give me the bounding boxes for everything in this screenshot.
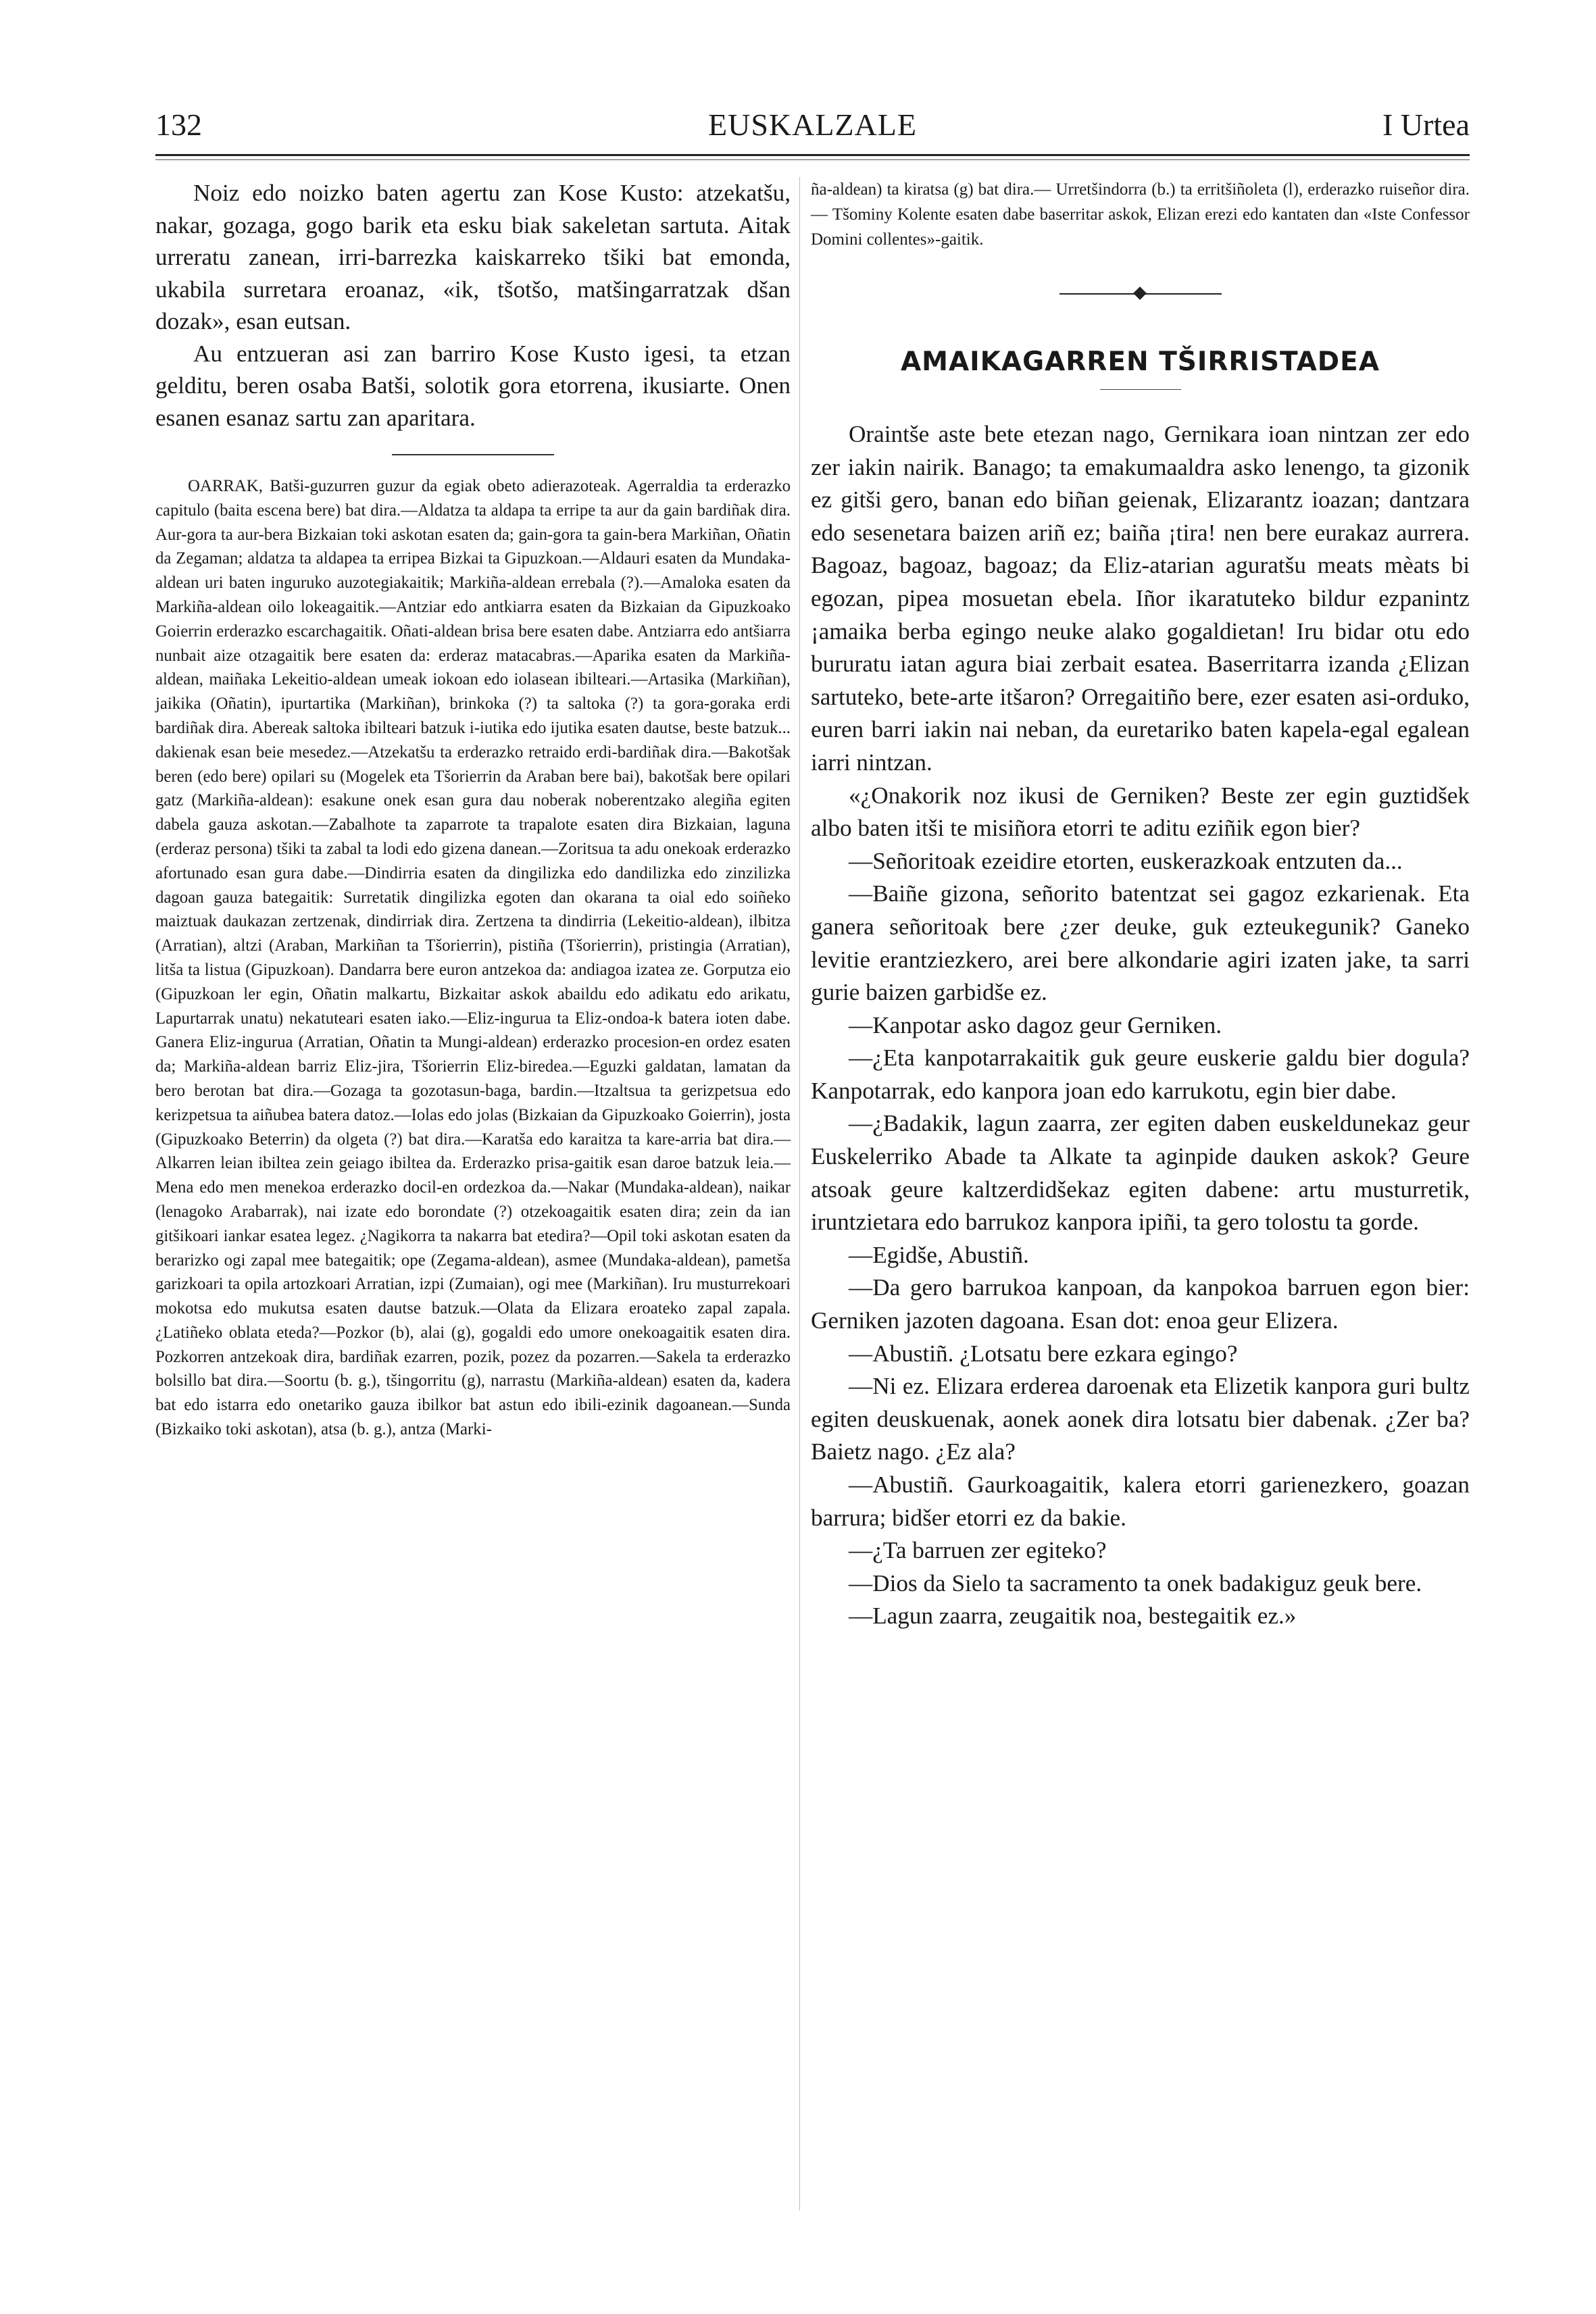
paragraph: Oraintše aste bete etezan nago, Gernikara ioan nintzan zer edo zer iakin nairik. Banago; ta emakumaaldra asko lenengo, ta gizonik ez gitši gero, banan edo biñan geienak, Elizarantz ioazan; dantzara edo sesenetara baizen ariñ ez; baiña ¡tira! nen bere eurakaz aurrera. Bagoaz, bagoaz, bagoaz; da Eliz-atarian aguratšu meats mèats bi egozan, pipea mosuetan ebela. Iñor ikaratuteko bildur ezpanintz ¡amaika berba egingo neuke alako gogaldietan! Iru bidar otu edo bururatu iatan agura biai zerbait esatea. Baserritarra izanda ¿Elizan sartuteko, bete-arte itšaron? Orregaitiño bere, ezer esaten asi-orduko, euren barri iakin nai neban, da euretariko baten kapela-egal egalean iarri nintzan. xyxy=(811,421,1470,776)
paragraph: Au entzueran asi zan barriro Kose Kusto igesi, ta etzan gelditu, beren osaba Batši, solotik gora etorrena, ikusiarte. Onen esanen esanaz sartu zan aparitara. xyxy=(155,340,791,431)
volume-label: I Urtea xyxy=(1382,107,1470,142)
diamond-ornament-icon xyxy=(1133,286,1147,300)
paragraph: —¿Eta kanpotarrakaitik guk geure euskerie galdu bier dogula? Kanpotarrak, edo kanpora joan edo karrukotu, egin bier dabe. xyxy=(811,1045,1470,1104)
right-body-text xyxy=(811,418,1470,1633)
paragraph: —Baiñe gizona, señorito batentzat sei gagoz ezkarienak. Eta ganera señoritoak bere ¿zer deuke, guk ezteukegunik? Ganeko levitie erantziezkero, arei bere alkondarie agiri izaten jake, ta sarri gurie baizen garbidše ez. xyxy=(811,880,1470,1006)
paragraph: —Egidše, Abustiñ. xyxy=(849,1241,1029,1268)
footnote-continuation xyxy=(811,177,1470,252)
running-header xyxy=(155,101,1470,155)
journal-title: EUSKALZALE xyxy=(708,107,917,142)
paragraph: —¿Ta barruen zer egiteko? xyxy=(849,1537,1107,1564)
footnote-paragraph: OARRAK, Batši-guzurren guzur da egiak obeto adierazoteak. Agerraldia ta erderazko capitulo (baita escena bere) bat dira.—Aldatza ta aldapa ta erripe ta aur da gain bardiñak dira. Aur-gora ta aur-bera Bizkaian toki askotan esaten da; gain-gora ta gain-bera Markiñan, Oñatin da Zegaman; aldatza ta aldapea ta erripea Bizkai ta Gipuzkoan.—Aldauri esaten da Mundaka-aldean uri baten inguruko auzotegiakaitik; Markiña-aldean errebala (?).—Amaloka esaten da Markiña-aldean oilo lokeagaitik.—Antziar edo antkiarra esaten da Bizkaian da Gipuzkoako Goierrin erderazko escarchagaitik. Oñati-aldean brisa bere esaten dabe. Antziarra edo antšiarra nunbait aize otzagaitik bere esaten da: erderaz matacabras.—Aparika esaten da Markiña-aldean, maiñaka Lekeitio-aldean umeak iokoan edo iolasean ibilteari.—Artasika (Markiñan), jaikika (Oñatin), ipurtartika (Markiñan), brinkoka (?) ta saltoka (?) ta gora-goraka erdi bardiñak dira. Abereak saltoka ibilteari batzuk i-iutika edo ijutika esaten dautse, beste batzuk... dakienak esan beie mesedez.—Atzekatšu ta erderazko retraido erdi-bardiñak dira.—Bakotšak beren (edo bere) opilari su (Mogelek eta Tšorierrin da Araban bere bai), bakotšak bere opilari gatz (Markiña-aldean): esakune onek esan gura dau noberak noberentzako alegiña egiten dabela gauza askotan.—Zabalhote ta zaparrote ta trapalote esaten dira Bizkaian, laguna (erderaz persona) tšiki ta zabal ta lodi edo gizena danean.—Zoritsua ta adu onekoak erderazko afortunado esan gura dabe.—Dindirria esaten da dingilizka edo dandilizka edo zinzilizka dagoan gauza bategaitik: Surretatik dingilizka egoten dan okarana ta oial edo soiñeko maiztuak daukazan zertzenak, dindirriak dira. Zertzena ta dindirria (Lekeitio-aldean), ilbitza (Arratian), altzi (Araban, Markiñan ta Tšorierrin), pistiña (Tšorierrin), pristingia (Arratian), litša ta listua (Gipuzkoan). Dandarra bere euron antzekoa da: andiagoa izatea ze. Gorputza eio (Gipuzkoan ler egin, Oñatin malkartu, Bizkaitar askok abaildu edo adikatu edo arikatu, Lapurtarrak unatu) nekatuteari esaten iako.—Eliz-ingurua ta Eliz-ondoa-k batera ioten dabe. Ganera Eliz-ingurua (Arratian, Oñatin ta Mungi-aldean) erderazko procesion-en ordez esaten da; Markiña-aldean barriz Eliz-jira, Tšorierrin Eliz-biredea.—Eguzki galdatan, lamatan da bero berotan bat dira.—Gozaga ta gozotasun-baga, bardin.—Itzaltsua ta gerizpetsua edo kerizpetsua ta aiñubea batera datoz.—Iolas edo jolas (Bizkaian da Gipuzkoako Goierrin), josta (Gipuzkoako Beterrin) da olgeta (?) bat dira.—Karatša edo karaitza ta kare-arria bat dira.—Alkarren leian ibiltea zein geiago ibiltea da. Erderazko prisa-gaitik esan daroe batzuk leia.—Mena edo men menekoa erderazko docil-en ordezkoa da.—Nakar (Mundaka-aldean), naikar (lenagoko Arabarrak), nai izate edo borondate (?) otzekoagaitik esaten dira; zein da ian gitšikoari iankar esatea legez. ¿Nagikorra ta nakarra bat etedira?—Opil toki askotan esaten da berarizko ogi zapal mee bategaitik; ope (Zegama-aldean), asmee (Mundaka-aldean), pametša garizkoari ta opila artozkoari Arratian, izpi (Zumaian), ogi mee (Markiñan). Iru musturrekoari mokotsa edo mukutsa esaten dautse batzuk.—Olata da Elizara eroateko zapal zapala. ¿Latiñeko oblata eteda?—Pozkor (b), alai (g), gogaldi edo umore onekoagaitik esaten dira. Pozkorren antzekoak dira, bardiñak ezarren, pozik, pozez da pozarren.—Sakela ta erderazko bolsillo bat dira.—Soortu (b. g.), tšingorritu (g), narrastu (Markiña-aldean) esaten da, kadera bat edo istarra edo onetariko gauza ibilkor bat astun edo ibili-ezinik dagoanean.—Sunda (Bizkaiko toki askotan), atsa (b. g.), antza (Marki- xyxy=(155,477,791,1439)
paragraph: —Señoritoak ezeidire etorten, euskerazkoak entzuten da... xyxy=(849,847,1403,874)
paragraph: —Lagun zaarra, zeugaitik noa, bestegaitik ez.» xyxy=(849,1603,1297,1630)
paragraph: —Dios da Sielo ta sacramento ta onek badakiguz geuk bere. xyxy=(849,1569,1422,1596)
paragraph: —Abustiñ. ¿Lotsatu bere ezkara egingo? xyxy=(849,1340,1238,1367)
footnote-paragraph: ña-aldean) ta kiratsa (g) bat dira.— Urretšindorra (b.) ta erritšiñoleta (l), erderazko ruiseñor dira.— Tšominy Kolente esaten dabe baserritar askok, Elizan erezi edo kantaten dan «Iste Confessor Domini collentes»-gaitik. xyxy=(811,180,1470,249)
left-body-text xyxy=(155,177,791,434)
header-rule xyxy=(155,154,1470,156)
chapter-heading: AMAIKAGARREN TŠIRRISTADEA xyxy=(900,347,1380,377)
paragraph: «¿Onakorik noz ikusi de Gerniken? Beste zer egin guztidšek albo baten itši te misiñora etorri te aditu eziñik egon bier? xyxy=(811,782,1470,842)
header-rule-thin xyxy=(155,159,1470,160)
heading-rule xyxy=(1100,389,1181,390)
paragraph: —Abustiñ. Gaurkoagaitik, kalera etorri garienezkero, goazan barrura; bidšer etorri ez da bakie. xyxy=(811,1472,1470,1531)
right-column xyxy=(811,177,1470,1633)
section-separator xyxy=(392,454,554,455)
page-number: 132 xyxy=(155,107,202,142)
footnotes xyxy=(155,474,791,1442)
paragraph: —Da gero barrukoa kanpoan, da kanpokoa barruen egon bier: Gerniken jazoten dagoana. Esan dot: enoa geur Elizera. xyxy=(811,1274,1470,1334)
paragraph: —¿Badakik, lagun zaarra, zer egiten daben euskeldunekaz geur Euskelerriko Abade ta Alkate ta aginpide dauken askok? Geure atsoak geure kaltzerdidšekaz egiten dabene: artu musturretik, iruntzietara edo barrukoz kanpora ipiñi, ta gero tolostu ta gorde. xyxy=(811,1110,1470,1236)
ornament-divider xyxy=(1059,280,1222,307)
column-divider xyxy=(799,177,800,2211)
left-column xyxy=(155,177,791,1442)
paragraph: —Kanpotar asko dagoz geur Gerniken. xyxy=(849,1011,1222,1038)
paragraph: Noiz edo noizko baten agertu zan Kose Kusto: atzekatšu, nakar, gozaga, gogo barik eta esku biak sakeletan sartuta. Aitak urreratu zanean, irri-barrezka kaiskarreko tšiki bat emonda, ukabila surretara eroanaz, «ik, tšotšo, matšingarratzak dšan dozak», esan eutsan. xyxy=(155,180,791,334)
paragraph: —Ni ez. Elizara erderea daroenak eta Elizetik kanpora guri bultz egiten deuskuenak, aonek aonek dira lotsatu bier dabenak. ¿Zer ba? Baietz nago. ¿Ez ala? xyxy=(811,1373,1470,1465)
